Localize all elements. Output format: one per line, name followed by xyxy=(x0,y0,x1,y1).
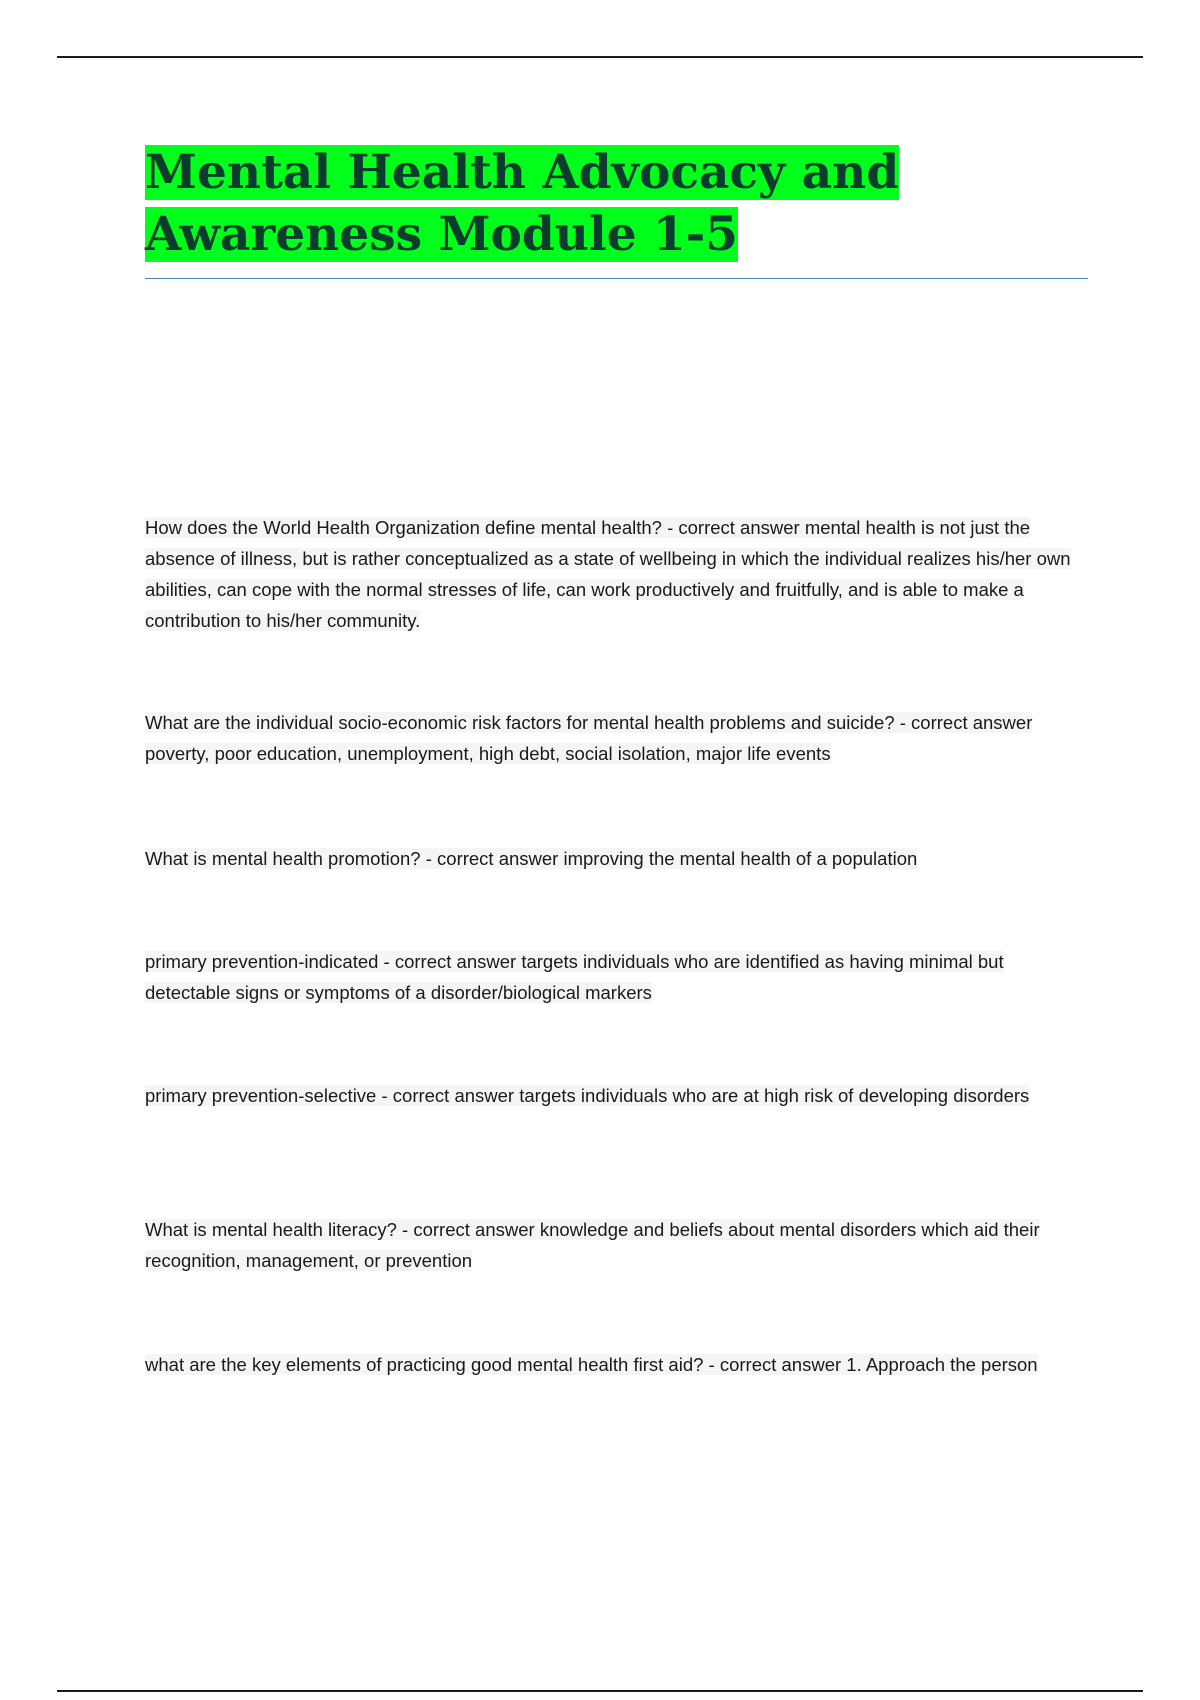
qa-item-risk-factors xyxy=(145,707,1075,769)
qa-item-text: what are the key elements of practicing good mental health first aid? - correct answer 1. Approach the person xyxy=(145,1354,1038,1375)
qa-item-prevention-indicated xyxy=(145,946,1075,1008)
document-title xyxy=(145,142,1045,266)
page-bottom-rule xyxy=(57,1690,1143,1692)
document-title-line-1: Mental Health Advocacy and xyxy=(145,145,900,200)
qa-item-prevention-selective xyxy=(145,1080,1075,1111)
document-title-line-2: Awareness Module 1-5 xyxy=(145,207,738,262)
qa-item-text: primary prevention-selective - correct answer targets individuals who are at high risk of developing disorders xyxy=(145,1085,1030,1106)
qa-item-first-aid xyxy=(145,1349,1075,1380)
qa-item-text: What is mental health literacy? - correct answer knowledge and beliefs about mental disorders which aid their recognition, management, or prevention xyxy=(145,1219,1040,1271)
qa-item-who-definition xyxy=(145,512,1075,636)
qa-item-text: What is mental health promotion? - correct answer improving the mental health of a population xyxy=(145,848,918,869)
qa-item-text: primary prevention-indicated - correct answer targets individuals who are identified as having minimal but detectable signs or symptoms of a disorder/biological markers xyxy=(145,951,1004,1003)
qa-item-health-literacy xyxy=(145,1214,1075,1276)
qa-item-text: What are the individual socio-economic risk factors for mental health problems and suicide? - correct answer poverty, poor education, unemployment, high debt, social isolation, major life events xyxy=(145,712,1033,764)
qa-item-text: How does the World Health Organization define mental health? - correct answer mental health is not just the absence of illness, but is rather conceptualized as a state of wellbeing in which the individual realizes his/her own abilities, can cope with the normal stresses of life, can work productively and fruitfully, and is able to make a contribution to his/her community. xyxy=(145,517,1071,631)
qa-item-health-promotion xyxy=(145,843,1075,874)
title-underline xyxy=(145,278,1088,279)
page-top-rule xyxy=(57,56,1143,58)
